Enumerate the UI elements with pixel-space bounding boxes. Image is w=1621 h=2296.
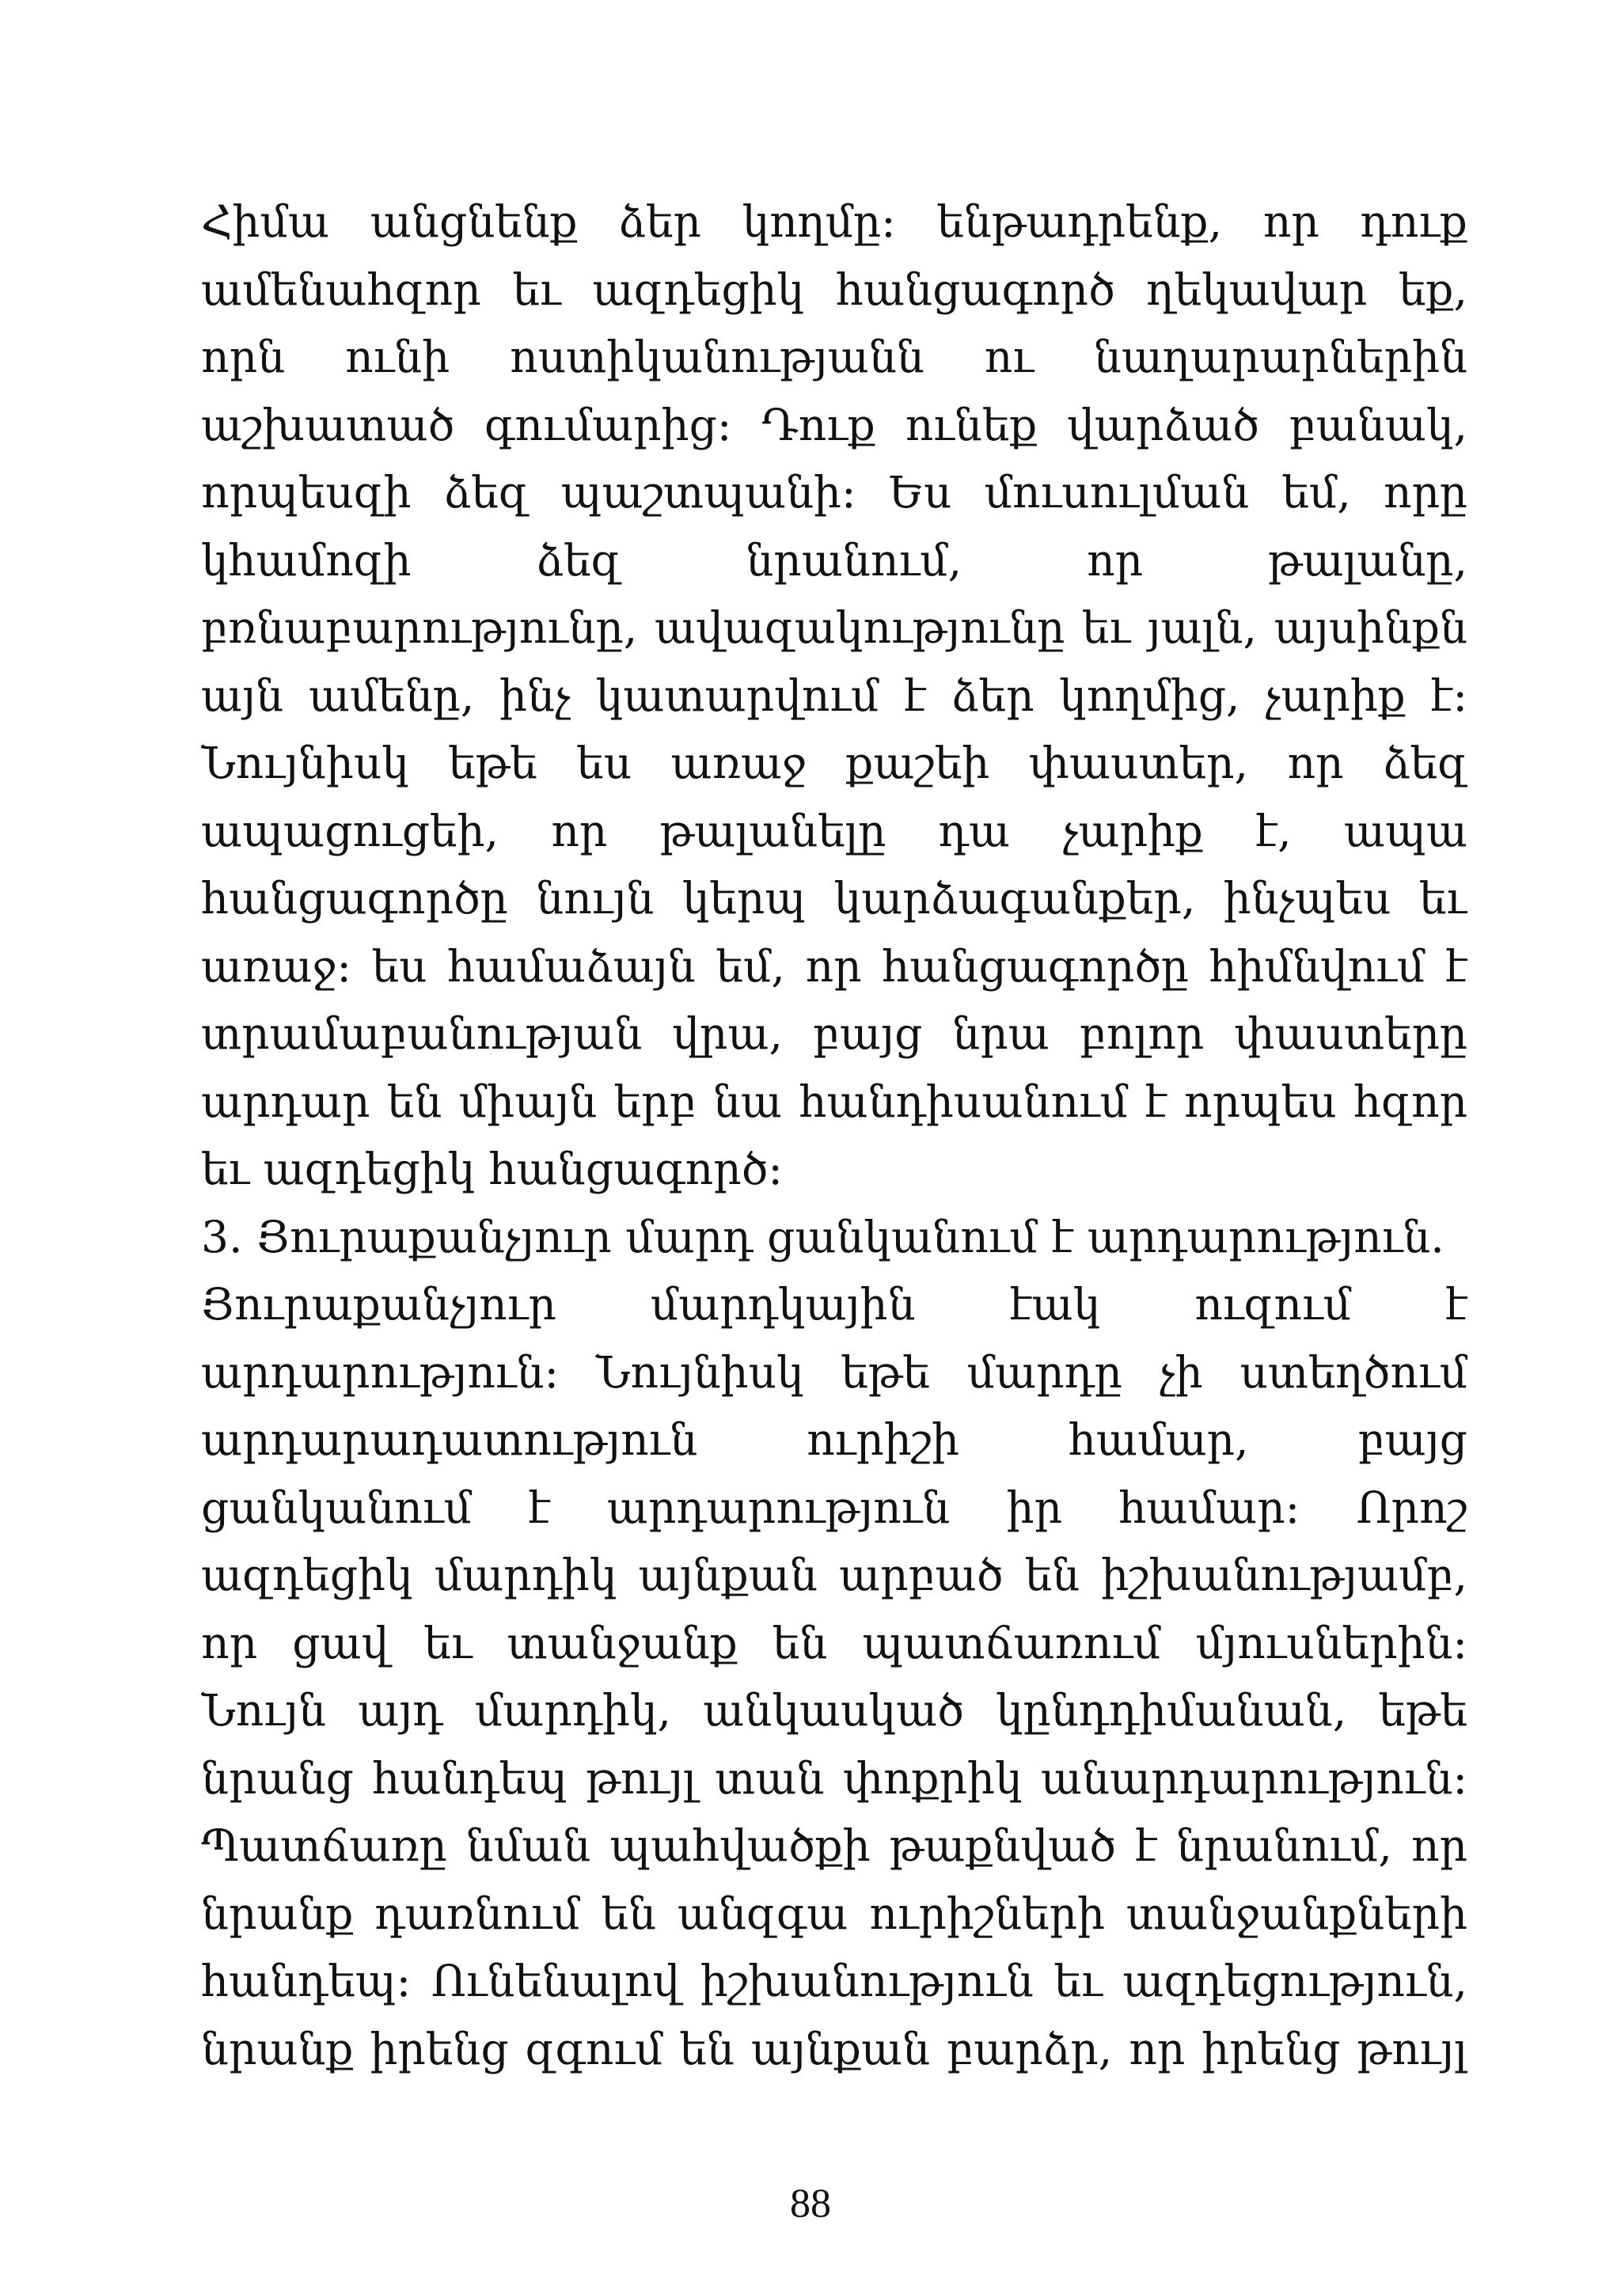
text-line: ցանկանում է արդարություն իր համար: Որոշ [201, 1482, 1467, 1533]
text-line: Պատճառը նման պահվածքի թաքնված է նրանում, որ [201, 1820, 1467, 1871]
text-line: հանդեպ: Ունենալով իշխանություն եւ ազդեցություն, [201, 1956, 1467, 2006]
text-line: հանցագործը նույն կերպ կարձագանքեր, ինչպես եւ [201, 873, 1467, 924]
text-line: նրանք դառնում են անզգա ուրիշների տանջանքների [201, 1888, 1467, 1939]
text-line: որպեսզի ձեզ պաշտպանի: Ես մուսուլման եմ, որը [201, 467, 1467, 518]
text-line: արդար են միայն երբ նա հանդիսանում է որպես հզոր [201, 1076, 1467, 1127]
section-heading: 3. Յուրաքանչյուր մարդ ցանկանում է արդարություն. [201, 1211, 1444, 1262]
text-line: աշխատած գումարից: Դուք ունեք վարձած բանակ, [201, 399, 1467, 450]
text-line: տրամաբանության վրա, բայց նրա բոլոր փաստերը [201, 1008, 1467, 1059]
text-line: ազդեցիկ մարդիկ այնքան արբած են իշխանությամբ, [201, 1550, 1467, 1600]
text-line: այն ամենը, ինչ կատարվում է ձեր կողմից, չարիք է: [201, 670, 1467, 721]
body-text [201, 188, 1467, 2083]
text-line: Յուրաքանչյուր մարդկային էակ ուզում է [201, 1279, 1467, 1330]
text-line: նրանք իրենց զգում են այնքան բարձր, որ իրենց թույլ [201, 2023, 1467, 2074]
text-line: եւ ազդեցիկ հանցագործ: [201, 1144, 783, 1194]
text-line: արդարություն: Նույնիսկ եթե մարդը չի ստեղծում [201, 1346, 1467, 1398]
text-line: ամենաhզոր եւ ազդեցիկ հանցագործ ղեկավար եք, [201, 264, 1467, 315]
text-line: Նույնիսկ եթե ես առաջ քաշեի փաստեր, որ ձեզ [201, 738, 1467, 788]
text-line: առաջ: ես համաձայն եմ, որ հանցագործը հիմնվում է [201, 940, 1467, 992]
page-number: 88 [790, 2181, 831, 2226]
text-line: ապացուցեի, որ թալանելը դա չարիք է, ապա [201, 805, 1467, 856]
text-line: Հիմա անցնենք ձեր կողմը: ենթադրենք, որ դուք [201, 196, 1467, 247]
text-line: կհամոզի ձեզ նրանում, որ թալանը, [201, 534, 1467, 586]
text-line: որ ցավ եւ տանջանք են պատճառում մյուսներին: [201, 1617, 1467, 1668]
text-line: արդարադատություն ուրիշի համար, բայց [201, 1414, 1467, 1465]
text-line: որն ունի ոստիկանությանն ու նաղարարներին [201, 332, 1467, 382]
text-line: բռնաբարությունը, ավազակությունը եւ յալն, այսինքն [201, 602, 1467, 653]
text-line: Նույն այդ մարդիկ, անկասկած կընդդիմանան, եթե [201, 1685, 1467, 1736]
text-line: նրանց հանդեպ թույլ տան փոքրիկ անարդարություն: [201, 1752, 1467, 1804]
